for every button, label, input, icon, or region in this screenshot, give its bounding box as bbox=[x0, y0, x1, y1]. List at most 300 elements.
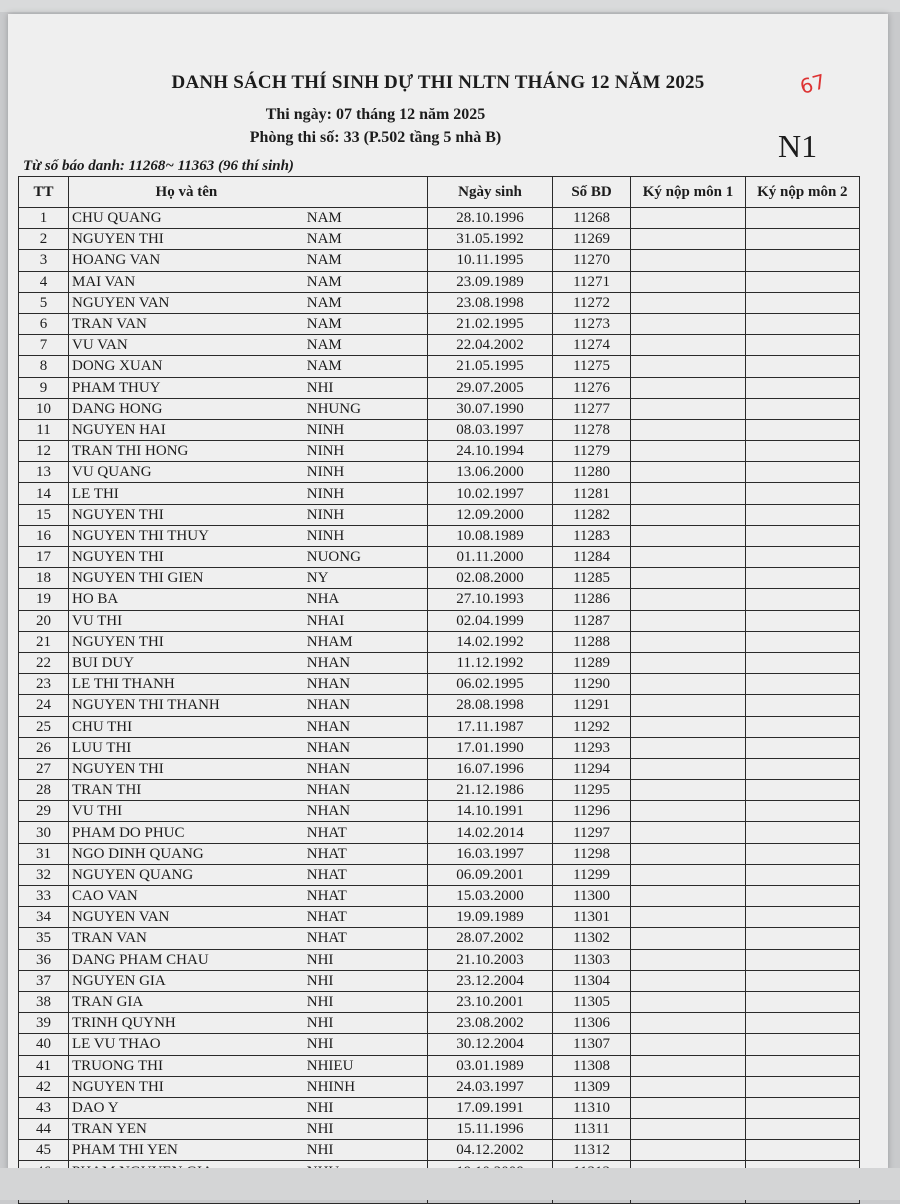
row-given-name: NHAI bbox=[304, 610, 428, 631]
row-dob: 24.10.1994 bbox=[428, 441, 553, 462]
row-family-name: NGO DINH QUANG bbox=[69, 843, 304, 864]
row-sign-2[interactable] bbox=[745, 398, 859, 419]
table-row bbox=[19, 398, 860, 419]
row-sign-2[interactable] bbox=[745, 758, 859, 779]
row-sign-1[interactable] bbox=[631, 441, 745, 462]
row-sign-2[interactable] bbox=[745, 737, 859, 758]
row-sign-1[interactable] bbox=[631, 1097, 745, 1118]
handwritten-note: 67 bbox=[797, 69, 829, 99]
header-tt: TT bbox=[19, 177, 69, 208]
row-sbd: 11288 bbox=[552, 631, 631, 652]
row-family-name: VU THI bbox=[69, 610, 304, 631]
row-family-name: NGUYEN THI bbox=[69, 504, 304, 525]
row-family-name: LUU THI bbox=[69, 737, 304, 758]
row-given-name: NINH bbox=[304, 483, 428, 504]
row-given-name: NHUNG bbox=[304, 398, 428, 419]
row-family-name: VU QUANG bbox=[69, 462, 304, 483]
row-given-name: NHAN bbox=[304, 695, 428, 716]
row-dob: 04.12.2002 bbox=[428, 1140, 553, 1161]
header-sign-1: Ký nộp môn 1 bbox=[631, 177, 745, 208]
table-row bbox=[19, 313, 860, 334]
row-sign-1[interactable] bbox=[631, 292, 745, 313]
row-sbd: 11271 bbox=[552, 271, 631, 292]
row-family-name: DANG HONG bbox=[69, 398, 304, 419]
row-sign-2[interactable] bbox=[745, 208, 859, 229]
candidate-range: Từ số báo danh: 11268~ 11363 (96 thí sinh) bbox=[23, 158, 294, 174]
row-sbd: 11300 bbox=[552, 886, 631, 907]
row-sign-2[interactable] bbox=[745, 970, 859, 991]
row-sbd: 11270 bbox=[552, 250, 631, 271]
row-sign-1[interactable] bbox=[631, 991, 745, 1012]
row-tt: 4 bbox=[19, 271, 69, 292]
row-given-name: NHINH bbox=[304, 1076, 428, 1097]
row-sign-1[interactable] bbox=[631, 610, 745, 631]
row-tt: 14 bbox=[19, 483, 69, 504]
row-sbd: 11285 bbox=[552, 568, 631, 589]
row-tt: 40 bbox=[19, 1034, 69, 1055]
row-family-name: DANG PHAM CHAU bbox=[69, 949, 304, 970]
row-dob: 14.02.1992 bbox=[428, 631, 553, 652]
row-dob: 06.09.2001 bbox=[428, 864, 553, 885]
row-sign-2[interactable] bbox=[745, 335, 859, 356]
row-tt: 20 bbox=[19, 610, 69, 631]
row-sign-1[interactable] bbox=[631, 568, 745, 589]
row-sign-2[interactable] bbox=[745, 780, 859, 801]
row-tt: 38 bbox=[19, 991, 69, 1012]
table-row bbox=[19, 377, 860, 398]
row-sbd: 11277 bbox=[552, 398, 631, 419]
row-sign-1[interactable] bbox=[631, 695, 745, 716]
row-sign-2[interactable] bbox=[745, 1013, 859, 1034]
header-dob: Ngày sinh bbox=[428, 177, 553, 208]
row-dob: 16.07.1996 bbox=[428, 758, 553, 779]
row-sign-1[interactable] bbox=[631, 398, 745, 419]
row-tt: 7 bbox=[19, 335, 69, 356]
row-sbd: 11295 bbox=[552, 780, 631, 801]
exam-room: Phòng thi số: 33 (P.502 tầng 5 nhà B) bbox=[249, 129, 502, 146]
row-family-name: TRUONG THI bbox=[69, 1055, 304, 1076]
row-family-name: BUI DUY bbox=[69, 652, 304, 673]
row-dob: 24.03.1997 bbox=[428, 1076, 553, 1097]
row-family-name: NGUYEN THI bbox=[69, 229, 304, 250]
table-header-row bbox=[19, 177, 860, 208]
row-given-name: NHI bbox=[304, 1097, 428, 1118]
row-tt: 42 bbox=[19, 1076, 69, 1097]
row-given-name: NHAN bbox=[304, 801, 428, 822]
row-sign-1[interactable] bbox=[631, 547, 745, 568]
row-family-name: PHAM THI YEN bbox=[69, 1140, 304, 1161]
row-tt: 9 bbox=[19, 377, 69, 398]
row-sign-2[interactable] bbox=[745, 419, 859, 440]
table-row bbox=[19, 292, 860, 313]
row-sbd: 11276 bbox=[552, 377, 631, 398]
row-family-name: VU THI bbox=[69, 801, 304, 822]
row-sign-1[interactable] bbox=[631, 674, 745, 695]
row-sign-2[interactable] bbox=[745, 377, 859, 398]
row-given-name: NHAN bbox=[304, 737, 428, 758]
row-given-name: NINH bbox=[304, 441, 428, 462]
row-family-name: NGUYEN THI bbox=[69, 547, 304, 568]
row-dob: 06.02.1995 bbox=[428, 674, 553, 695]
row-sign-2[interactable] bbox=[745, 843, 859, 864]
row-sign-1[interactable] bbox=[631, 525, 745, 546]
row-dob: 02.04.1999 bbox=[428, 610, 553, 631]
row-family-name: HOANG VAN bbox=[69, 250, 304, 271]
row-sbd: 11281 bbox=[552, 483, 631, 504]
row-sbd: 11294 bbox=[552, 758, 631, 779]
table-row bbox=[19, 864, 860, 885]
row-family-name: CHU QUANG bbox=[69, 208, 304, 229]
row-given-name: NAM bbox=[304, 356, 428, 377]
row-family-name: TRAN YEN bbox=[69, 1119, 304, 1140]
row-sbd: 11269 bbox=[552, 229, 631, 250]
row-family-name: NGUYEN THI bbox=[69, 1076, 304, 1097]
row-tt: 30 bbox=[19, 822, 69, 843]
row-dob: 17.09.1991 bbox=[428, 1097, 553, 1118]
row-sbd: 11292 bbox=[552, 716, 631, 737]
row-sbd: 11309 bbox=[552, 1076, 631, 1097]
table-row bbox=[19, 801, 860, 822]
row-sign-2[interactable] bbox=[745, 674, 859, 695]
row-tt: 16 bbox=[19, 525, 69, 546]
row-sign-2[interactable] bbox=[745, 822, 859, 843]
row-sbd: 11273 bbox=[552, 313, 631, 334]
row-sign-2[interactable] bbox=[745, 568, 859, 589]
row-sign-1[interactable] bbox=[631, 208, 745, 229]
row-sbd: 11290 bbox=[552, 674, 631, 695]
row-given-name: NINH bbox=[304, 525, 428, 546]
table-row bbox=[19, 462, 860, 483]
row-dob: 17.11.1987 bbox=[428, 716, 553, 737]
row-sbd: 11303 bbox=[552, 949, 631, 970]
row-sign-1[interactable] bbox=[631, 716, 745, 737]
row-given-name: NHI bbox=[304, 1013, 428, 1034]
row-dob: 21.05.1995 bbox=[428, 356, 553, 377]
row-sign-1[interactable] bbox=[631, 864, 745, 885]
table-row bbox=[19, 1055, 860, 1076]
table-row bbox=[19, 758, 860, 779]
row-given-name: NAM bbox=[304, 335, 428, 356]
table-row bbox=[19, 419, 860, 440]
row-dob: 23.08.2002 bbox=[428, 1013, 553, 1034]
row-sign-2[interactable] bbox=[745, 504, 859, 525]
row-sbd: 11310 bbox=[552, 1097, 631, 1118]
row-sign-1[interactable] bbox=[631, 1055, 745, 1076]
row-sign-1[interactable] bbox=[631, 780, 745, 801]
row-sign-1[interactable] bbox=[631, 822, 745, 843]
row-dob: 23.08.1998 bbox=[428, 292, 553, 313]
row-sign-2[interactable] bbox=[745, 292, 859, 313]
row-family-name: TRINH QUYNH bbox=[69, 1013, 304, 1034]
row-tt: 18 bbox=[19, 568, 69, 589]
row-sign-1[interactable] bbox=[631, 1013, 745, 1034]
row-sbd: 11279 bbox=[552, 441, 631, 462]
row-given-name: NINH bbox=[304, 504, 428, 525]
row-sign-1[interactable] bbox=[631, 589, 745, 610]
row-sign-1[interactable] bbox=[631, 949, 745, 970]
row-family-name: TRAN VAN bbox=[69, 928, 304, 949]
row-sign-1[interactable] bbox=[631, 652, 745, 673]
row-sign-2[interactable] bbox=[745, 1076, 859, 1097]
table-row bbox=[19, 949, 860, 970]
row-dob: 01.11.2000 bbox=[428, 547, 553, 568]
row-sign-1[interactable] bbox=[631, 1076, 745, 1097]
row-given-name: NAM bbox=[304, 229, 428, 250]
row-sign-1[interactable] bbox=[631, 1119, 745, 1140]
row-tt: 2 bbox=[19, 229, 69, 250]
row-dob: 23.12.2004 bbox=[428, 970, 553, 991]
row-family-name: NGUYEN THI GIEN bbox=[69, 568, 304, 589]
row-tt: 17 bbox=[19, 547, 69, 568]
table-row bbox=[19, 441, 860, 462]
row-given-name: NHI bbox=[304, 970, 428, 991]
row-tt: 1 bbox=[19, 208, 69, 229]
row-sign-2[interactable] bbox=[745, 1097, 859, 1118]
row-sign-1[interactable] bbox=[631, 886, 745, 907]
row-sign-2[interactable] bbox=[745, 1140, 859, 1161]
row-sbd: 11282 bbox=[552, 504, 631, 525]
row-given-name: NY bbox=[304, 568, 428, 589]
row-sbd: 11272 bbox=[552, 292, 631, 313]
row-tt: 13 bbox=[19, 462, 69, 483]
row-sign-1[interactable] bbox=[631, 250, 745, 271]
row-sign-1[interactable] bbox=[631, 271, 745, 292]
row-sign-2[interactable] bbox=[745, 991, 859, 1012]
row-given-name: NAM bbox=[304, 208, 428, 229]
row-sbd: 11297 bbox=[552, 822, 631, 843]
row-sign-2[interactable] bbox=[745, 250, 859, 271]
row-dob: 08.03.1997 bbox=[428, 419, 553, 440]
row-sbd: 11278 bbox=[552, 419, 631, 440]
row-tt: 34 bbox=[19, 907, 69, 928]
table-row bbox=[19, 483, 860, 504]
row-sign-2[interactable] bbox=[745, 547, 859, 568]
row-family-name: CAO VAN bbox=[69, 886, 304, 907]
row-family-name: TRAN VAN bbox=[69, 313, 304, 334]
row-sbd: 11280 bbox=[552, 462, 631, 483]
row-sign-1[interactable] bbox=[631, 928, 745, 949]
row-family-name: TRAN THI bbox=[69, 780, 304, 801]
table-row bbox=[19, 547, 860, 568]
row-sbd: 11307 bbox=[552, 1034, 631, 1055]
row-dob: 28.07.2002 bbox=[428, 928, 553, 949]
row-sign-1[interactable] bbox=[631, 419, 745, 440]
row-sbd: 11284 bbox=[552, 547, 631, 568]
row-sign-2[interactable] bbox=[745, 1055, 859, 1076]
row-dob: 15.03.2000 bbox=[428, 886, 553, 907]
row-sbd: 11305 bbox=[552, 991, 631, 1012]
table-row bbox=[19, 589, 860, 610]
row-sbd: 11296 bbox=[552, 801, 631, 822]
row-sign-2[interactable] bbox=[745, 907, 859, 928]
row-family-name: TRAN GIA bbox=[69, 991, 304, 1012]
table-row bbox=[19, 504, 860, 525]
row-sign-2[interactable] bbox=[745, 631, 859, 652]
row-tt: 27 bbox=[19, 758, 69, 779]
row-sbd: 11304 bbox=[552, 970, 631, 991]
row-tt: 31 bbox=[19, 843, 69, 864]
table-row bbox=[19, 674, 860, 695]
row-given-name: NHAN bbox=[304, 758, 428, 779]
row-family-name: PHAM THUY bbox=[69, 377, 304, 398]
row-sign-2[interactable] bbox=[745, 1034, 859, 1055]
row-sign-2[interactable] bbox=[745, 313, 859, 334]
row-sign-1[interactable] bbox=[631, 483, 745, 504]
row-sign-2[interactable] bbox=[745, 462, 859, 483]
row-dob: 21.10.2003 bbox=[428, 949, 553, 970]
row-given-name: NHI bbox=[304, 991, 428, 1012]
row-given-name: NHAM bbox=[304, 631, 428, 652]
row-sign-1[interactable] bbox=[631, 335, 745, 356]
row-sign-1[interactable] bbox=[631, 631, 745, 652]
row-given-name: NHAN bbox=[304, 674, 428, 695]
row-tt: 33 bbox=[19, 886, 69, 907]
row-family-name: LE THI THANH bbox=[69, 674, 304, 695]
row-sign-2[interactable] bbox=[745, 695, 859, 716]
row-sbd: 11289 bbox=[552, 652, 631, 673]
row-tt: 32 bbox=[19, 864, 69, 885]
row-sbd: 11274 bbox=[552, 335, 631, 356]
row-tt: 43 bbox=[19, 1097, 69, 1118]
row-dob: 14.02.2014 bbox=[428, 822, 553, 843]
row-tt: 15 bbox=[19, 504, 69, 525]
table-row bbox=[19, 250, 860, 271]
header-name: Họ và tên bbox=[69, 177, 304, 208]
row-given-name: NAM bbox=[304, 250, 428, 271]
row-sign-2[interactable] bbox=[745, 229, 859, 250]
row-given-name: NHI bbox=[304, 377, 428, 398]
row-sign-1[interactable] bbox=[631, 462, 745, 483]
row-sbd: 11311 bbox=[552, 1119, 631, 1140]
table-row bbox=[19, 652, 860, 673]
header-sbd: Số BD bbox=[552, 177, 631, 208]
row-sign-2[interactable] bbox=[745, 356, 859, 377]
table-row bbox=[19, 695, 860, 716]
paper-sheet bbox=[8, 14, 888, 1172]
row-family-name: LE VU THAO bbox=[69, 1034, 304, 1055]
row-dob: 22.04.2002 bbox=[428, 335, 553, 356]
row-given-name: NHAT bbox=[304, 864, 428, 885]
row-dob: 03.01.1989 bbox=[428, 1055, 553, 1076]
row-sign-1[interactable] bbox=[631, 313, 745, 334]
row-family-name: LE THI bbox=[69, 483, 304, 504]
row-sign-2[interactable] bbox=[745, 652, 859, 673]
background-strip-bottom bbox=[0, 1168, 900, 1200]
table-row bbox=[19, 631, 860, 652]
table-row bbox=[19, 907, 860, 928]
row-sign-2[interactable] bbox=[745, 864, 859, 885]
row-sign-1[interactable] bbox=[631, 1034, 745, 1055]
row-family-name: NGUYEN THI bbox=[69, 758, 304, 779]
row-sbd: 11283 bbox=[552, 525, 631, 546]
row-given-name: NAM bbox=[304, 292, 428, 313]
row-sign-2[interactable] bbox=[745, 525, 859, 546]
row-tt: 22 bbox=[19, 652, 69, 673]
row-sign-1[interactable] bbox=[631, 970, 745, 991]
table-row bbox=[19, 991, 860, 1012]
row-sign-1[interactable] bbox=[631, 356, 745, 377]
table-row bbox=[19, 1119, 860, 1140]
row-dob: 11.12.1992 bbox=[428, 652, 553, 673]
row-sign-1[interactable] bbox=[631, 229, 745, 250]
row-sign-2[interactable] bbox=[745, 949, 859, 970]
row-family-name: NGUYEN THI THANH bbox=[69, 695, 304, 716]
row-dob: 19.09.1989 bbox=[428, 907, 553, 928]
row-sign-1[interactable] bbox=[631, 801, 745, 822]
row-sbd: 11275 bbox=[552, 356, 631, 377]
row-sign-1[interactable] bbox=[631, 907, 745, 928]
row-given-name: NUONG bbox=[304, 547, 428, 568]
row-sbd: 11312 bbox=[552, 1140, 631, 1161]
row-sign-2[interactable] bbox=[745, 589, 859, 610]
list-code: N1 bbox=[778, 128, 818, 164]
row-sign-1[interactable] bbox=[631, 377, 745, 398]
row-sign-2[interactable] bbox=[745, 716, 859, 737]
row-sign-2[interactable] bbox=[745, 886, 859, 907]
row-sbd: 11299 bbox=[552, 864, 631, 885]
row-sign-2[interactable] bbox=[745, 610, 859, 631]
row-tt: 6 bbox=[19, 313, 69, 334]
table-row bbox=[19, 886, 860, 907]
row-family-name: CHU THI bbox=[69, 716, 304, 737]
row-tt: 45 bbox=[19, 1140, 69, 1161]
table-row bbox=[19, 1034, 860, 1055]
row-sbd: 11287 bbox=[552, 610, 631, 631]
table-row bbox=[19, 1097, 860, 1118]
table-row bbox=[19, 1140, 860, 1161]
row-given-name: NHAN bbox=[304, 780, 428, 801]
row-tt: 10 bbox=[19, 398, 69, 419]
row-dob: 14.10.1991 bbox=[428, 801, 553, 822]
row-sign-1[interactable] bbox=[631, 758, 745, 779]
row-sbd: 11293 bbox=[552, 737, 631, 758]
row-sign-2[interactable] bbox=[745, 271, 859, 292]
row-sign-2[interactable] bbox=[745, 928, 859, 949]
row-tt: 44 bbox=[19, 1119, 69, 1140]
row-sbd: 11308 bbox=[552, 1055, 631, 1076]
row-sign-1[interactable] bbox=[631, 843, 745, 864]
table-row bbox=[19, 822, 860, 843]
row-family-name: DAO Y bbox=[69, 1097, 304, 1118]
row-sign-2[interactable] bbox=[745, 801, 859, 822]
row-tt: 3 bbox=[19, 250, 69, 271]
row-given-name: NAM bbox=[304, 271, 428, 292]
row-given-name: NHA bbox=[304, 589, 428, 610]
row-dob: 21.02.1995 bbox=[428, 313, 553, 334]
row-given-name: NHAT bbox=[304, 886, 428, 907]
table-row bbox=[19, 525, 860, 546]
row-sign-2[interactable] bbox=[745, 483, 859, 504]
row-given-name: NINH bbox=[304, 462, 428, 483]
table-row bbox=[19, 737, 860, 758]
row-sign-2[interactable] bbox=[745, 1119, 859, 1140]
row-dob: 23.10.2001 bbox=[428, 991, 553, 1012]
header-name-cont bbox=[304, 177, 428, 208]
row-family-name: NGUYEN HAI bbox=[69, 419, 304, 440]
row-sign-1[interactable] bbox=[631, 737, 745, 758]
row-family-name: NGUYEN VAN bbox=[69, 907, 304, 928]
row-dob: 12.09.2000 bbox=[428, 504, 553, 525]
row-family-name: DONG XUAN bbox=[69, 356, 304, 377]
row-dob: 10.11.1995 bbox=[428, 250, 553, 271]
row-sign-1[interactable] bbox=[631, 504, 745, 525]
row-sbd: 11306 bbox=[552, 1013, 631, 1034]
row-sign-2[interactable] bbox=[745, 441, 859, 462]
row-sign-1[interactable] bbox=[631, 1140, 745, 1161]
row-given-name: NHI bbox=[304, 949, 428, 970]
row-given-name: NHAN bbox=[304, 716, 428, 737]
row-family-name: NGUYEN THI THUY bbox=[69, 525, 304, 546]
